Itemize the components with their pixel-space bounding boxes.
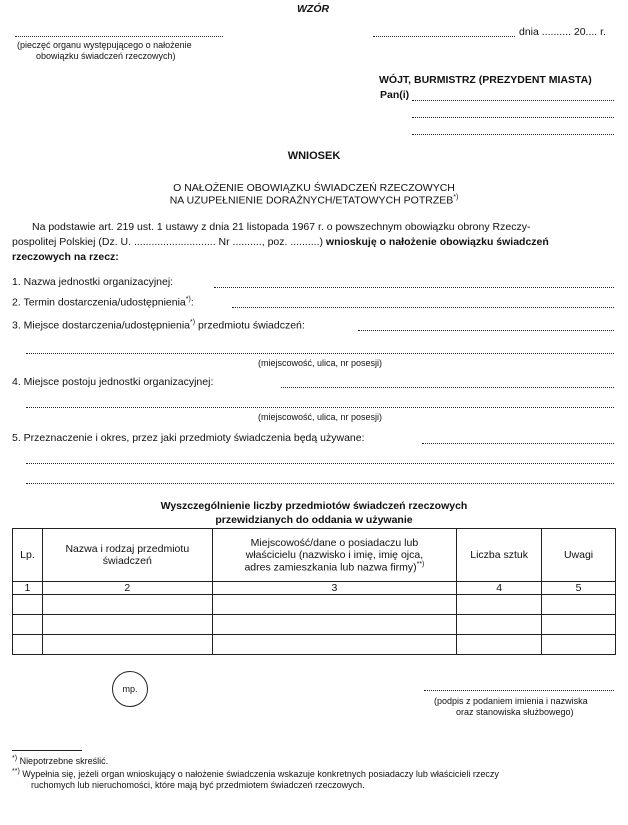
footnote-1: *) Niepotrzebne skreślić. bbox=[12, 755, 109, 766]
addressee-pan-label: Pan(i) bbox=[380, 89, 410, 101]
addressee-line-2 bbox=[412, 117, 614, 118]
item-4-label: 4. Miejsce postoju jednostki organizacyjnej: bbox=[12, 376, 214, 388]
table-title-2: przewidzianych do oddania w używanie bbox=[215, 514, 413, 526]
table-number-row bbox=[13, 582, 616, 595]
document-title: WNIOSEK bbox=[287, 150, 341, 162]
item-2-field bbox=[232, 307, 614, 308]
addressee-line-3 bbox=[412, 134, 614, 135]
table-header-row bbox=[13, 529, 616, 582]
item-1-label: 1. Nazwa jednostki organizacyjnej: bbox=[12, 276, 174, 288]
item-5-field-3 bbox=[26, 483, 614, 484]
addressee-title: WÓJT, BURMISTRZ (PREZYDENT MIASTA) bbox=[379, 74, 592, 86]
table-row bbox=[13, 635, 616, 655]
intro-line-1: Na podstawie art. 219 ust. 1 ustawy z dnia 21 listopada 1967 r. o powszechnym obowiązku obrony Rzeczy- bbox=[32, 221, 531, 233]
item-3-field-2 bbox=[26, 353, 614, 354]
item-5-label: 5. Przeznaczenie i okres, przez jaki przedmioty świadczenia będą używane: bbox=[12, 432, 365, 444]
addressee-line-1 bbox=[412, 100, 614, 101]
item-1-field bbox=[214, 287, 614, 288]
item-2-label: 2. Termin dostarczenia/udostępnienia*): bbox=[12, 296, 194, 309]
col-number-3: 3 bbox=[212, 582, 457, 595]
document-subtitle-1: O NAŁOŻENIE OBOWIĄZKU ŚWIADCZEŃ RZECZOWYCH bbox=[173, 182, 455, 194]
table-row bbox=[13, 615, 616, 635]
item-4-field-1 bbox=[281, 387, 614, 388]
item-4-caption: (miejscowość, ulica, nr posesji) bbox=[257, 412, 383, 422]
item-3-label: 3. Miejsce dostarczenia/udostępnienia*) przedmiotu świadczeń: bbox=[12, 319, 305, 332]
table-title-1: Wyszczególnienie liczby przedmiotów świadczeń rzeczowych bbox=[160, 500, 468, 512]
header-lp: Lp. bbox=[13, 529, 43, 582]
seal-caption-2: obowiązku świadczeń rzeczowych) bbox=[36, 51, 176, 61]
header-owner: Miejscowość/dane o posiadaczu lub właścicielu (nazwisko i imię, imię ojca, adres zamieszkania lub nazwa firmy)**) bbox=[212, 529, 457, 582]
footnote-2-line-2: ruchomych lub nieruchomości, które mają być przedmiotem świadczeń rzeczowych. bbox=[31, 780, 365, 790]
seal-dotted-line bbox=[15, 36, 223, 37]
signature-caption-1: (podpis z podaniem imienia i nazwiska bbox=[434, 696, 588, 706]
intro-line-3: rzeczowych na rzecz: bbox=[12, 251, 119, 263]
intro-line-2: pospolitej Polskiej (Dz. U. ............................ Nr .........., poz. ..........) wnioskuję o nałożenie obowiązku świadczeń bbox=[12, 236, 549, 248]
seal-caption-1: (pieczęć organu występującego o nałożenie bbox=[17, 40, 192, 50]
header-name: Nazwa i rodzaj przedmiotu świadczeń bbox=[42, 529, 212, 582]
form-template-label: WZÓR bbox=[297, 3, 330, 15]
item-4-field-2 bbox=[26, 407, 614, 408]
document-subtitle-2: NA UZUPEŁNIENIE DORAŹNYCH/ETATOWYCH POTRZEB*) bbox=[169, 194, 459, 207]
date-line: dnia .......... 20.... r. bbox=[519, 26, 606, 38]
col-number-4: 4 bbox=[457, 582, 542, 595]
footnote-2-line-1: **) Wypełnia się, jeżeli organ wnioskujący o nałożenie świadczenia wskazuje konkretnych posiadaczy lub właścicieli rzeczy bbox=[12, 768, 499, 779]
item-5-field-1 bbox=[422, 443, 614, 444]
col-number-1: 1 bbox=[13, 582, 43, 595]
footnote-divider bbox=[12, 750, 82, 751]
col-number-5: 5 bbox=[542, 582, 616, 595]
items-table bbox=[12, 528, 616, 655]
place-dotted-line bbox=[373, 36, 515, 37]
header-qty: Liczba sztuk bbox=[457, 529, 542, 582]
header-notes: Uwagi bbox=[542, 529, 616, 582]
col-number-2: 2 bbox=[42, 582, 212, 595]
item-3-caption: (miejscowość, ulica, nr posesji) bbox=[257, 358, 383, 368]
stamp-circle: mp. bbox=[112, 671, 148, 707]
item-5-field-2 bbox=[26, 463, 614, 464]
item-3-field-1 bbox=[358, 330, 614, 331]
signature-caption-2: oraz stanowiska służbowego) bbox=[456, 707, 574, 717]
table-row bbox=[13, 595, 616, 615]
signature-line bbox=[424, 690, 614, 691]
